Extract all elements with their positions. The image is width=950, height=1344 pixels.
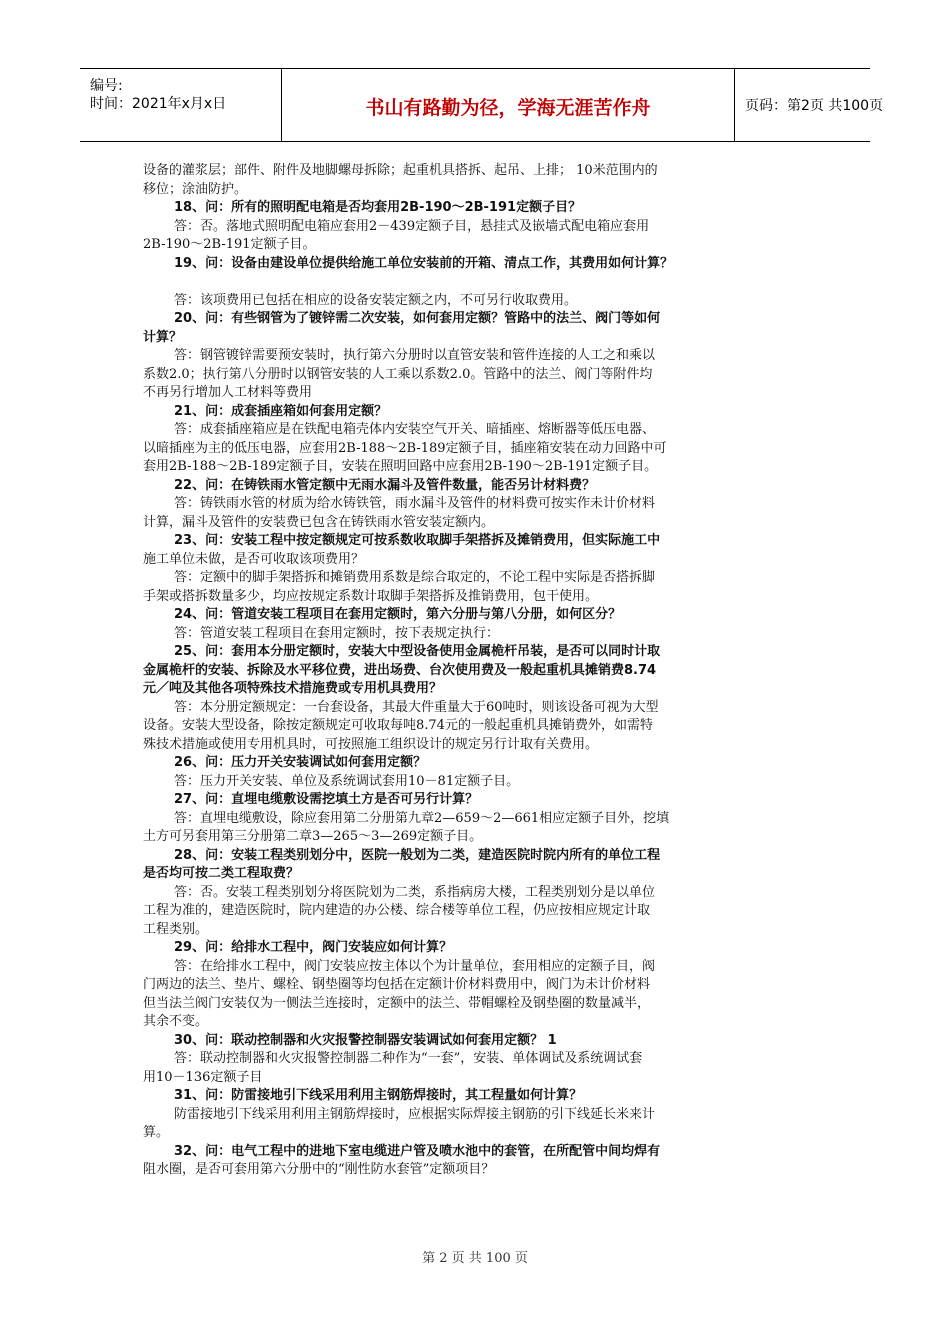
answer-line: 设备。安装大型设备，除按定额规定可收取每吨8.74元的一般起重机具摊销费外，如需特 xyxy=(143,718,653,733)
question-line: 28、问：安装工程类别划分中，医院一般划为二类，建造医院时院内所有的单位工程 xyxy=(174,847,661,863)
blank-line xyxy=(143,273,807,292)
header-page-info: 页码：第2页 共100页 xyxy=(745,98,884,114)
answer-line: 答：钢管镀锌需要预安装时，执行第六分册时以直管安装和管件连接的人工之和乘以 xyxy=(174,348,656,363)
header-page-cell xyxy=(735,69,884,141)
document-time-label: 时间：2021年x月x日 xyxy=(90,96,227,112)
question-line: 25、问：套用本分册定额时，安装大中型设备使用金属桅杆吊装，是否可以同时计取 xyxy=(174,644,661,659)
question-line: 计算？ xyxy=(143,329,183,345)
answer-line: 设备的灌浆层；部件、附件及地脚螺母拆除；起重机具搭拆、起吊、上排； 10米范围内的 xyxy=(143,163,658,178)
answer-line: 用10－136定额子目 xyxy=(143,1069,263,1085)
answer-line: 系数2.0；执行第八分册时以钢管安装的人工乘以系数2.0。管路中的法兰、阀门等附件均 xyxy=(143,366,653,382)
answer-line: 计算，漏斗及管件的安装费已包含在铸铁雨水管安装定额内。 xyxy=(143,514,495,530)
answer-line: 手架或搭拆数量多少，均应按规定系数计取脚手架搭拆及推销费用，包干使用。 xyxy=(143,588,599,604)
answer-line: 阻水圈，是否可套用第六分册中的“刚性防水套管”定额项目？ xyxy=(143,1162,495,1177)
answer-line: 殊技术措施或使用专用机具时，可按照施工组织设计的规定另行计取有关费用。 xyxy=(143,736,599,752)
answer-line: 答：压力开关安装、单位及系统调试套用10－81定额子目。 xyxy=(174,773,520,789)
page-header xyxy=(80,68,884,142)
answer-line: 移位；涂油防护。 xyxy=(143,181,248,197)
answer-line: 工程为准的，建造医院时，院内建造的办公楼、综合楼等单位工程，仍应按相应规定计取 xyxy=(143,903,651,918)
question-line: 20、问：有些钢管为了镀锌需二次安装，如何套用定额？管路中的法兰、阀门等如何 xyxy=(174,311,661,326)
answer-line: 答：直埋电缆敷设，除应套用第二分册第九章2—659～2—661相应定额子目外，挖填 xyxy=(174,810,670,826)
answer-line: 答：成套插座箱应是在铁配电箱壳体内安装空气开关、暗插座、熔断器等低压电器、 xyxy=(174,422,656,437)
page-footer: 第 2 页 共 100 页 xyxy=(422,1251,528,1266)
answer-line: 答：铸铁雨水管的材质为给水铸铁管，雨水漏斗及管件的材料费可按实作未计价材料 xyxy=(174,496,656,511)
answer-line: 门两边的法兰、垫片、螺栓、钢垫圈等均包括在定额计价材料费用中，阀门为未计价材料 xyxy=(143,977,651,992)
answer-line: 套用2B-188～2B-189定额子目，安装在照明回路中应套用2B-190～2B-191定额子目。 xyxy=(143,459,658,474)
question-line: 31、问：防雷接地引下线采用利用主钢筋焊接时，其工程量如何计算？ xyxy=(174,1088,583,1103)
answer-line: 答：该项费用已包括在相应的设备安装定额之内，不可另行收取费用。 xyxy=(174,292,578,308)
answer-line: 答：否。落地式照明配电箱应套用2－439定额子目，悬挂式及嵌墙式配电箱应套用 xyxy=(174,218,650,234)
document-body xyxy=(143,162,807,1180)
question-line: 30、问：联动控制器和火灾报警控制器安装调试如何套用定额？ 1 xyxy=(174,1032,557,1048)
answer-line: 以暗插座为主的低压电器，应套用2B-188～2B-189定额子目，插座箱安装在动力回路中可 xyxy=(143,440,667,456)
answer-line: 答：联动控制器和火灾报警控制器二种作为“一套”，安装、单体调试及系统调试套 xyxy=(174,1051,643,1066)
document-number-label: 编号: xyxy=(90,78,123,94)
answer-line: 防雷接地引下线采用利用主钢筋焊接时，应根据实际焊接主钢筋的引下线延长米来计 xyxy=(174,1106,656,1122)
answer-line: 答：管道安装工程项目在套用定额时，按下表规定执行： xyxy=(174,625,500,641)
answer-line: 算。 xyxy=(143,1125,170,1140)
header-motto-cell xyxy=(281,69,735,141)
answer-line: 其余不变。 xyxy=(143,1014,209,1029)
answer-line: 答：在给排水工程中，阀门安装应按主体以个为计量单位，套用相应的定额子目，阀 xyxy=(174,958,656,974)
answer-line: 工程类别。 xyxy=(143,921,209,937)
answer-line: 施工单位未做，是否可收取该项费用？ xyxy=(143,551,365,567)
question-line: 是否均可按二类工程取费？ xyxy=(143,866,300,881)
question-line: 18、问：所有的照明配电箱是否均套用2B-190～2B-191定额子目？ xyxy=(174,200,582,215)
question-line: 27、问：直埋电缆敷设需挖填土方是否可另行计算？ xyxy=(174,792,479,807)
question-line: 金属桅杆的安装、拆除及水平移位费，进出场费、台次使用费及一般起重机具摊销费8.74 xyxy=(143,662,657,678)
answer-line: 不再另行增加人工材料等费用 xyxy=(143,385,313,400)
header-meta-cell xyxy=(80,69,280,141)
answer-line: 但当法兰阀门安装仅为一侧法兰连接时，定额中的法兰、带帽螺栓及钢垫圈的数量减半， xyxy=(143,995,651,1011)
answer-line: 土方可另套用第三分册第二章3—265～3—269定额子目。 xyxy=(143,829,483,844)
answer-line: 答：否。安装工程类别划分将医院划为二类，系指病房大楼，工程类别划分是以单位 xyxy=(174,884,656,900)
answer-line: 答：定额中的脚手架搭拆和摊销费用系数是综合取定的，不论工程中实际是否搭拆脚 xyxy=(174,570,656,585)
question-line: 24、问：管道安装工程项目在套用定额时，第六分册与第八分册，如何区分？ xyxy=(174,607,622,622)
question-line: 29、问：给排水工程中，阀门安装应如何计算？ xyxy=(174,940,453,955)
header-motto: 书山有路勤为径，学海无涯苦作舟 xyxy=(365,97,651,119)
question-line: 26、问：压力开关安装调试如何套用定额？ xyxy=(174,755,427,770)
question-line: 22、问：在铸铁雨水管定额中无雨水漏斗及管件数量，能否另计材料费？ xyxy=(174,477,596,493)
question-line: 19、问：设备由建设单位提供给施工单位安装前的开箱、清点工作，其费用如何计算？ xyxy=(174,255,674,271)
question-line: 元／吨及其他各项特殊技术措施费或专用机具费用？ xyxy=(143,681,443,696)
question-line: 21、问：成套插座箱如何套用定额？ xyxy=(174,403,388,419)
answer-line: 2B-190～2B-191定额子目。 xyxy=(143,237,316,252)
answer-line: 答：本分册定额规定：一台套设备，其最大件重量大于60吨时，则该设备可视为大型 xyxy=(174,699,659,715)
question-line: 23、问：安装工程中按定额规定可按系数收取脚手架搭拆及摊销费用，但实际施工中 xyxy=(174,533,661,548)
question-line: 32、问：电气工程中的进地下室电缆进户管及喷水池中的套管，在所配管中间均焊有 xyxy=(174,1143,661,1159)
